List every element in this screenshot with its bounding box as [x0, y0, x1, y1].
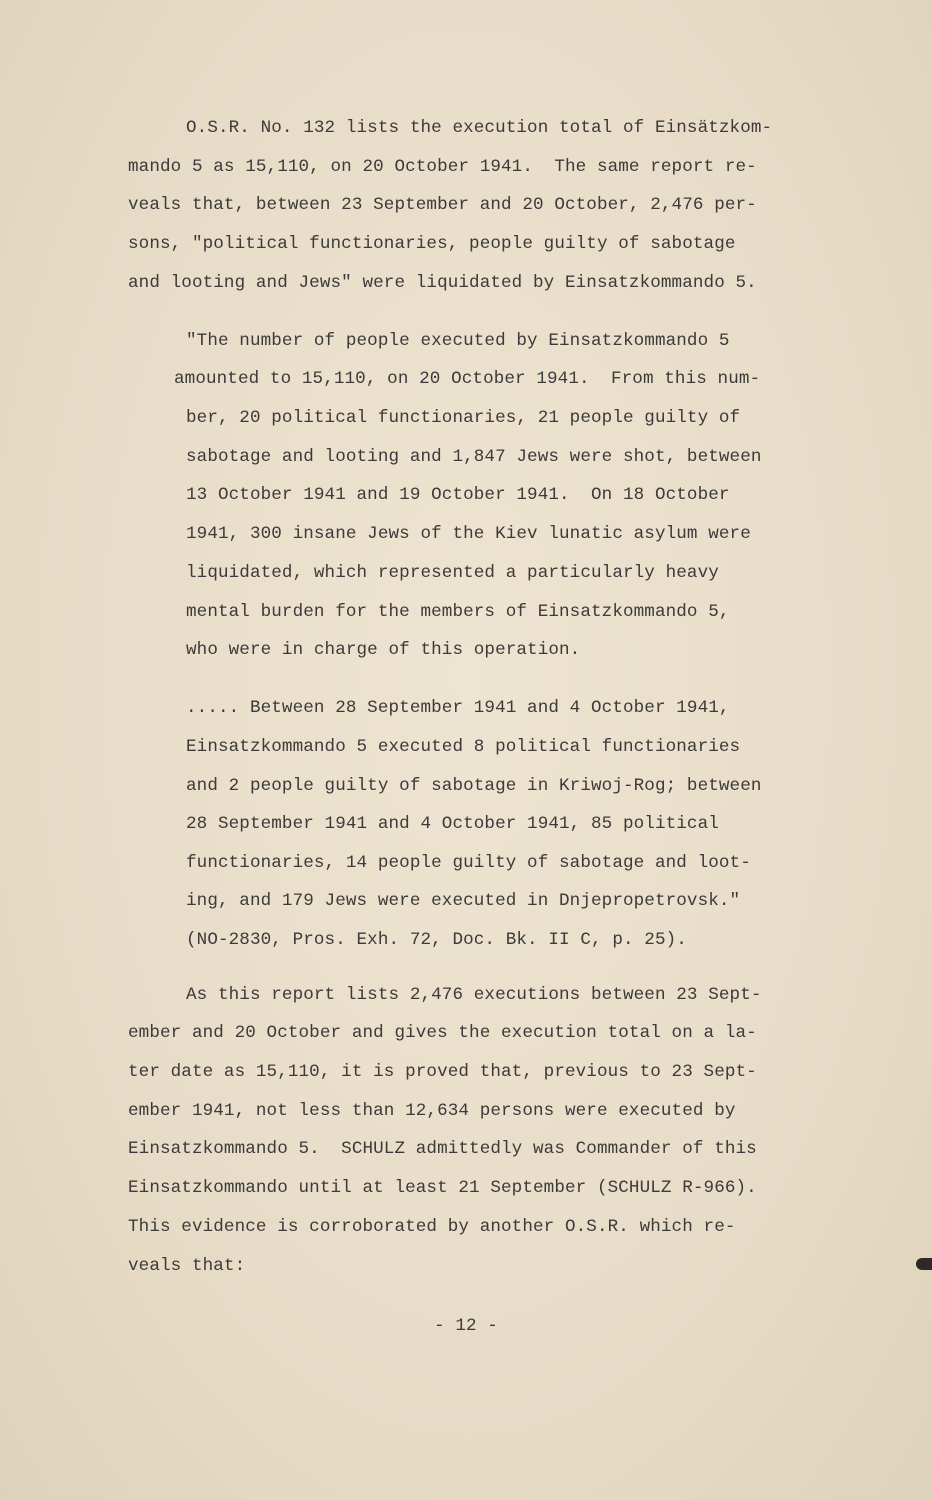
quote1-line: mental burden for the members of Einsatzkommando 5,: [186, 602, 730, 622]
quote1-line: who were in charge of this operation.: [186, 640, 581, 660]
quote1-line: amounted to 15,110, on 20 October 1941. From this num-: [174, 369, 761, 389]
binding-mark: [916, 1258, 932, 1270]
quote1-line: liquidated, which represented a particularly heavy: [186, 563, 719, 583]
paragraph3-line: ember 1941, not less than 12,634 persons were executed by: [128, 1101, 736, 1121]
paragraph3-line: This evidence is corroborated by another O.S.R. which re-: [128, 1217, 736, 1237]
quote1-line: "The number of people executed by Einsatzkommando 5: [186, 331, 730, 351]
paragraph1-line: sons, "political functionaries, people guilty of sabotage: [128, 234, 736, 254]
paragraph1-line: O.S.R. No. 132 lists the execution total of Einsätzkom-: [186, 118, 773, 138]
quote2-line: and 2 people guilty of sabotage in Kriwoj-Rog; between: [186, 776, 762, 796]
paragraph1-line: and looting and Jews" were liquidated by Einsatzkommando 5.: [128, 273, 757, 293]
quote2-line: 28 September 1941 and 4 October 1941, 85 political: [186, 814, 719, 834]
quote2-line: ..... Between 28 September 1941 and 4 October 1941,: [186, 698, 730, 718]
quote1-line: 1941, 300 insane Jews of the Kiev lunatic asylum were: [186, 524, 751, 544]
paragraph3-line: Einsatzkommando 5. SCHULZ admittedly was Commander of this: [128, 1139, 757, 1159]
paragraph3-line: ember and 20 October and gives the execution total on a la-: [128, 1023, 757, 1043]
page-number: - 12 -: [434, 1316, 498, 1336]
paragraph1-line: mando 5 as 15,110, on 20 October 1941. The same report re-: [128, 157, 757, 177]
paragraph1-line: veals that, between 23 September and 20 October, 2,476 per-: [128, 195, 757, 215]
quote2-line: functionaries, 14 people guilty of sabotage and loot-: [186, 853, 751, 873]
citation-line: (NO-2830, Pros. Exh. 72, Doc. Bk. II C, p. 25).: [186, 930, 687, 950]
quote2-line: Einsatzkommando 5 executed 8 political functionaries: [186, 737, 741, 757]
quote1-line: 13 October 1941 and 19 October 1941. On 18 October: [186, 485, 730, 505]
paragraph3-line: ter date as 15,110, it is proved that, previous to 23 Sept-: [128, 1062, 757, 1082]
paragraph3-line: As this report lists 2,476 executions between 23 Sept-: [186, 985, 762, 1005]
quote1-line: ber, 20 political functionaries, 21 people guilty of: [186, 408, 741, 428]
quote1-line: sabotage and looting and 1,847 Jews were shot, between: [186, 447, 762, 467]
paragraph3-line: Einsatzkommando until at least 21 September (SCHULZ R-966).: [128, 1178, 757, 1198]
quote2-line: ing, and 179 Jews were executed in Dnjepropetrovsk.": [186, 891, 741, 911]
paragraph3-line: veals that:: [128, 1256, 246, 1276]
